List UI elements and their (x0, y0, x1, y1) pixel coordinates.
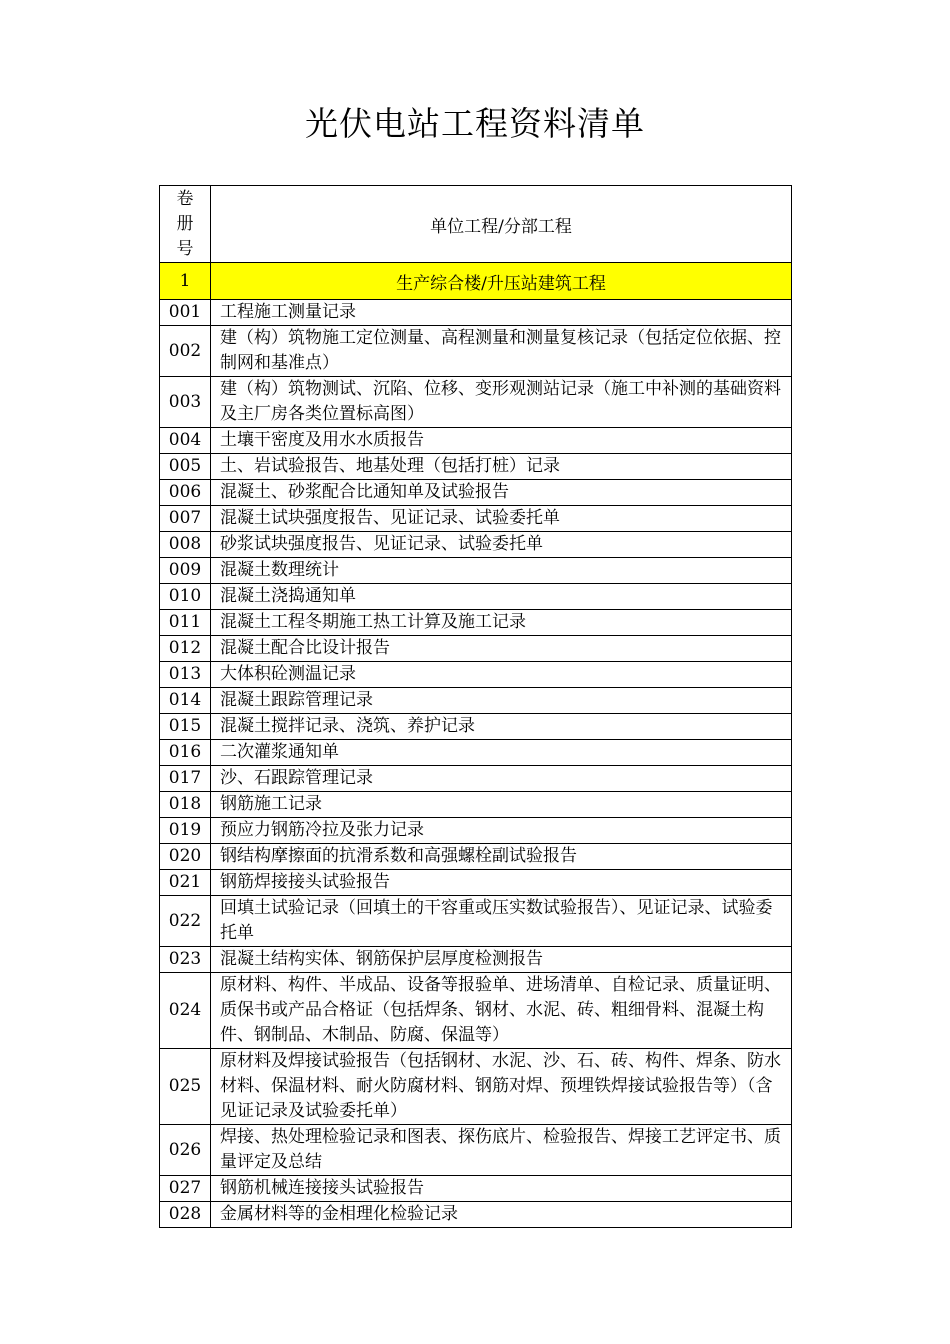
row-number: 009 (160, 558, 211, 584)
table-row (160, 326, 792, 377)
row-number: 011 (160, 610, 211, 636)
row-number: 014 (160, 688, 211, 714)
row-name: 金属材料等的金相理化检验记录 (211, 1202, 792, 1228)
row-number: 001 (160, 300, 211, 326)
table-row (160, 688, 792, 714)
row-name: 原材料、构件、半成品、设备等报验单、进场清单、自检记录、质量证明、质保书或产品合格证（包括焊条、钢材、水泥、砖、粗细骨料、混凝土构件、钢制品、木制品、防腐、保温等） (211, 973, 792, 1049)
row-number: 004 (160, 428, 211, 454)
row-number: 010 (160, 584, 211, 610)
row-name: 二次灌浆通知单 (211, 740, 792, 766)
row-name: 混凝土搅拌记录、浇筑、养护记录 (211, 714, 792, 740)
table-row (160, 428, 792, 454)
row-number: 025 (160, 1049, 211, 1125)
table-row (160, 947, 792, 973)
row-name: 混凝土工程冬期施工热工计算及施工记录 (211, 610, 792, 636)
table-row (160, 740, 792, 766)
row-number: 018 (160, 792, 211, 818)
table-row (160, 300, 792, 326)
row-name: 混凝土配合比设计报告 (211, 636, 792, 662)
row-number: 005 (160, 454, 211, 480)
document-list-table (159, 185, 792, 1228)
section-number: 1 (160, 263, 211, 300)
table-row (160, 792, 792, 818)
row-number: 013 (160, 662, 211, 688)
table-row (160, 818, 792, 844)
table-row (160, 844, 792, 870)
row-number: 028 (160, 1202, 211, 1228)
row-name: 混凝土数理统计 (211, 558, 792, 584)
row-name: 钢结构摩擦面的抗滑系数和高强螺栓副试验报告 (211, 844, 792, 870)
row-name: 混凝土结构实体、钢筋保护层厚度检测报告 (211, 947, 792, 973)
table-row (160, 1125, 792, 1176)
table-row (160, 506, 792, 532)
row-number: 007 (160, 506, 211, 532)
table-row (160, 1176, 792, 1202)
row-number: 021 (160, 870, 211, 896)
row-number: 020 (160, 844, 211, 870)
table-row (160, 480, 792, 506)
row-name: 混凝土浇捣通知单 (211, 584, 792, 610)
document-title: 光伏电站工程资料清单 (305, 104, 645, 143)
row-name: 大体积砼测温记录 (211, 662, 792, 688)
table-row (160, 584, 792, 610)
row-number: 022 (160, 896, 211, 947)
row-number: 002 (160, 326, 211, 377)
table-row (160, 377, 792, 428)
row-name: 预应力钢筋冷拉及张力记录 (211, 818, 792, 844)
row-name: 钢筋机械连接接头试验报告 (211, 1176, 792, 1202)
table-row (160, 532, 792, 558)
row-number: 023 (160, 947, 211, 973)
table-row (160, 766, 792, 792)
row-number: 006 (160, 480, 211, 506)
row-name: 原材料及焊接试验报告（包括钢材、水泥、沙、石、砖、构件、焊条、防水材料、保温材料、耐火防腐材料、钢筋对焊、预埋铁焊接试验报告等）（含见证记录及试验委托单） (211, 1049, 792, 1125)
row-name: 钢筋焊接接头试验报告 (211, 870, 792, 896)
row-name: 回填土试验记录（回填土的干容重或压实数试验报告）、见证记录、试验委托单 (211, 896, 792, 947)
table-row (160, 558, 792, 584)
row-name: 混凝土跟踪管理记录 (211, 688, 792, 714)
volume-number-header-char: 号 (176, 238, 194, 259)
table-row (160, 662, 792, 688)
row-number: 008 (160, 532, 211, 558)
table-row (160, 896, 792, 947)
table-row (160, 636, 792, 662)
table-row (160, 870, 792, 896)
row-name: 焊接、热处理检验记录和图表、探伤底片、检验报告、焊接工艺评定书、质量评定及总结 (211, 1125, 792, 1176)
section-row (160, 263, 792, 300)
row-name: 建（构）筑物测试、沉陷、位移、变形观测站记录（施工中补测的基础资料及主厂房各类位置标高图） (211, 377, 792, 428)
row-number: 019 (160, 818, 211, 844)
table-row (160, 1049, 792, 1125)
table-row (160, 610, 792, 636)
row-number: 024 (160, 973, 211, 1049)
row-name: 沙、石跟踪管理记录 (211, 766, 792, 792)
table-row (160, 714, 792, 740)
row-number: 017 (160, 766, 211, 792)
row-name: 土壤干密度及用水水质报告 (211, 428, 792, 454)
row-number: 027 (160, 1176, 211, 1202)
volume-number-header-char: 册 (176, 213, 194, 234)
row-name: 建（构）筑物施工定位测量、高程测量和测量复核记录（包括定位依据、控制网和基准点） (211, 326, 792, 377)
row-number: 015 (160, 714, 211, 740)
table-row (160, 454, 792, 480)
row-name: 混凝土、砂浆配合比通知单及试验报告 (211, 480, 792, 506)
table-row (160, 973, 792, 1049)
row-name: 工程施工测量记录 (211, 300, 792, 326)
unit-project-header: 单位工程/分部工程 (211, 186, 792, 263)
row-number: 016 (160, 740, 211, 766)
row-number: 026 (160, 1125, 211, 1176)
row-name: 土、岩试验报告、地基处理（包括打桩）记录 (211, 454, 792, 480)
row-name: 混凝土试块强度报告、见证记录、试验委托单 (211, 506, 792, 532)
section-name: 生产综合楼/升压站建筑工程 (211, 263, 792, 300)
volume-number-header (160, 186, 211, 263)
table-header-row (160, 186, 792, 263)
volume-number-header-char: 卷 (176, 188, 194, 209)
row-name: 砂浆试块强度报告、见证记录、试验委托单 (211, 532, 792, 558)
row-number: 012 (160, 636, 211, 662)
row-name: 钢筋施工记录 (211, 792, 792, 818)
row-number: 003 (160, 377, 211, 428)
table-row (160, 1202, 792, 1228)
